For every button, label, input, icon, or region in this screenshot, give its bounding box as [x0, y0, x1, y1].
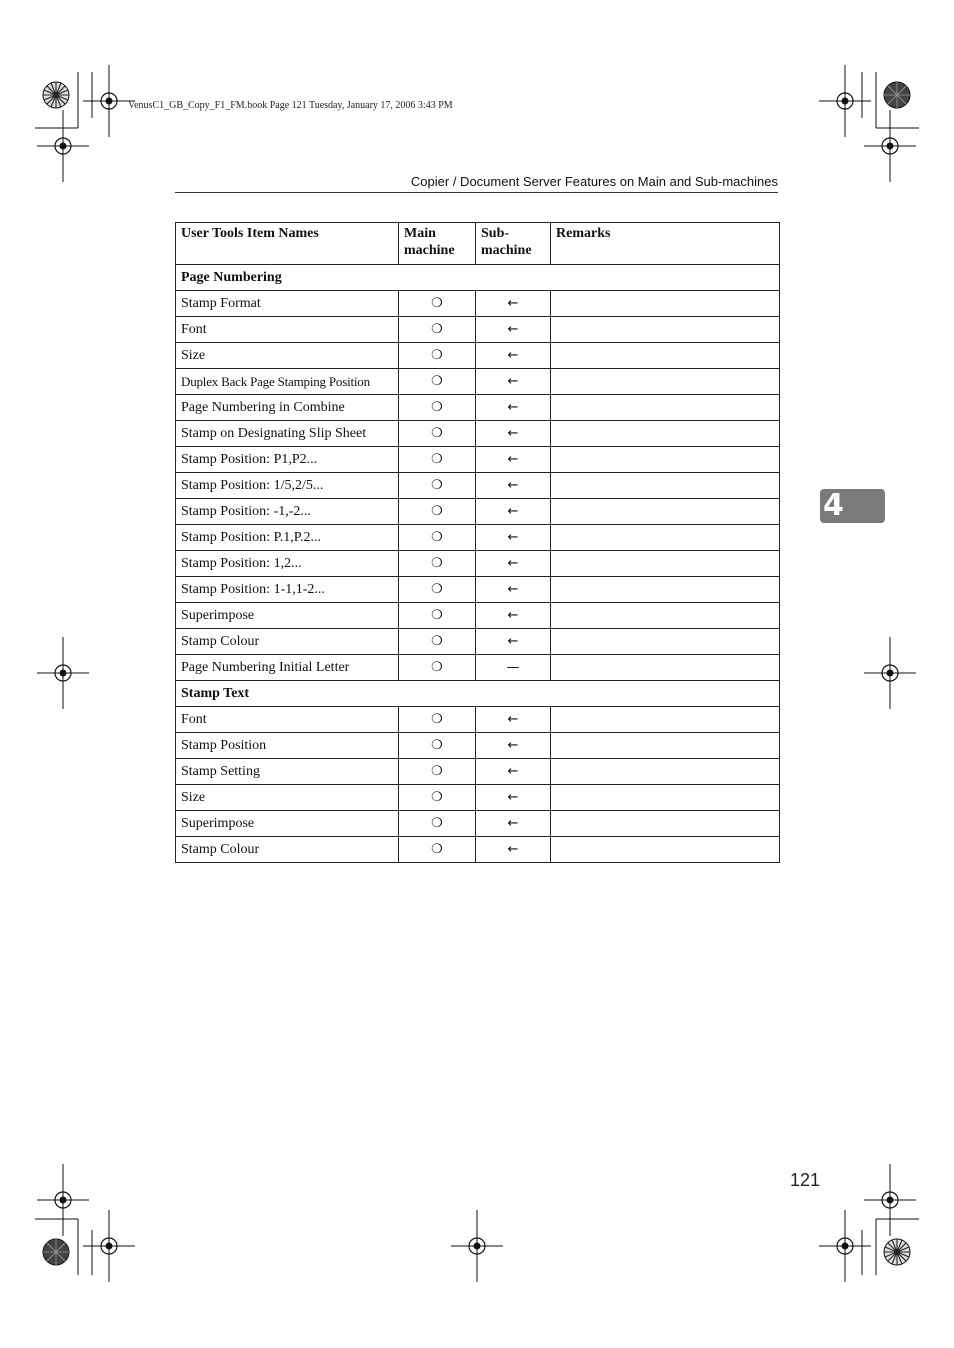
item-name-cell: Size [176, 343, 399, 369]
sub-machine-cell: ← [476, 785, 551, 811]
item-name-cell: Stamp Position: 1-1,1-2... [176, 577, 399, 603]
remarks-cell [551, 551, 780, 577]
table-row [176, 447, 780, 473]
section-row [176, 681, 780, 707]
table-row [176, 577, 780, 603]
remarks-cell [551, 629, 780, 655]
sub-machine-cell: ← [476, 733, 551, 759]
sub-machine-cell: ← [476, 759, 551, 785]
header-sub-machine: Sub- machine [476, 223, 551, 265]
item-name-cell: Stamp Position: 1/5,2/5... [176, 473, 399, 499]
table-row [176, 603, 780, 629]
sub-machine-cell: ← [476, 447, 551, 473]
sub-machine-cell: ← [476, 837, 551, 863]
item-name-cell: Font [176, 317, 399, 343]
sub-machine-cell: ← [476, 421, 551, 447]
remarks-cell [551, 733, 780, 759]
remarks-cell [551, 473, 780, 499]
main-machine-cell: ❍ [399, 473, 476, 499]
item-name-cell: Superimpose [176, 603, 399, 629]
table-row [176, 291, 780, 317]
item-name-cell: Stamp Position: 1,2... [176, 551, 399, 577]
main-machine-cell: ❍ [399, 291, 476, 317]
table-row [176, 785, 780, 811]
main-machine-cell: ❍ [399, 837, 476, 863]
sub-machine-cell: ← [476, 369, 551, 395]
remarks-cell [551, 837, 780, 863]
table-row [176, 499, 780, 525]
table-row [176, 369, 780, 395]
table-row [176, 837, 780, 863]
sub-machine-cell: ← [476, 317, 551, 343]
remarks-cell [551, 785, 780, 811]
main-machine-cell: ❍ [399, 551, 476, 577]
header-main-machine: Main machine [399, 223, 476, 265]
sub-machine-cell: ← [476, 603, 551, 629]
sub-machine-cell: ← [476, 395, 551, 421]
sub-machine-cell: ← [476, 551, 551, 577]
sub-machine-cell: ← [476, 707, 551, 733]
sub-machine-cell: — [476, 655, 551, 681]
item-name-cell: Stamp Position [176, 733, 399, 759]
page-number: 121 [790, 1170, 821, 1190]
item-name-cell: Size [176, 785, 399, 811]
table-row [176, 655, 780, 681]
item-name-cell: Stamp Position: P1,P2... [176, 447, 399, 473]
table-row [176, 473, 780, 499]
main-machine-cell: ❍ [399, 733, 476, 759]
remarks-cell [551, 759, 780, 785]
chapter-tab: 4 [820, 489, 885, 523]
section-row [176, 265, 780, 291]
header-remarks: Remarks [551, 223, 780, 265]
main-machine-cell: ❍ [399, 395, 476, 421]
remarks-cell [551, 577, 780, 603]
main-machine-cell: ❍ [399, 577, 476, 603]
header-item-names: User Tools Item Names [176, 223, 399, 265]
remarks-cell [551, 811, 780, 837]
item-name-cell: Duplex Back Page Stamping Position [176, 369, 399, 395]
item-name-cell: Stamp Setting [176, 759, 399, 785]
remarks-cell [551, 291, 780, 317]
main-machine-cell: ❍ [399, 343, 476, 369]
table-header-row [176, 223, 780, 265]
sub-machine-cell: ← [476, 629, 551, 655]
item-name-cell: Page Numbering Initial Letter [176, 655, 399, 681]
remarks-cell [551, 525, 780, 551]
main-machine-cell: ❍ [399, 785, 476, 811]
table-row [176, 707, 780, 733]
main-machine-cell: ❍ [399, 525, 476, 551]
table-row [176, 395, 780, 421]
sub-machine-cell: ← [476, 473, 551, 499]
remarks-cell [551, 369, 780, 395]
remarks-cell [551, 395, 780, 421]
main-machine-cell: ❍ [399, 759, 476, 785]
table-row [176, 525, 780, 551]
table-row [176, 811, 780, 837]
table-row [176, 421, 780, 447]
sub-machine-cell: ← [476, 499, 551, 525]
main-machine-cell: ❍ [399, 811, 476, 837]
sub-machine-cell: ← [476, 525, 551, 551]
header-rule [175, 192, 778, 193]
remarks-cell [551, 655, 780, 681]
sub-machine-cell: ← [476, 343, 551, 369]
sub-machine-cell: ← [476, 577, 551, 603]
remarks-cell [551, 317, 780, 343]
main-machine-cell: ❍ [399, 317, 476, 343]
main-machine-cell: ❍ [399, 707, 476, 733]
table-body [176, 265, 780, 863]
user-tools-table [175, 222, 780, 863]
table-row [176, 629, 780, 655]
item-name-cell: Stamp Position: -1,-2... [176, 499, 399, 525]
remarks-cell [551, 499, 780, 525]
main-machine-cell: ❍ [399, 499, 476, 525]
table-row [176, 733, 780, 759]
main-machine-cell: ❍ [399, 603, 476, 629]
item-name-cell: Stamp Colour [176, 629, 399, 655]
item-name-cell: Stamp Format [176, 291, 399, 317]
main-machine-cell: ❍ [399, 655, 476, 681]
table-row [176, 317, 780, 343]
sub-machine-cell: ← [476, 811, 551, 837]
item-name-cell: Page Numbering in Combine [176, 395, 399, 421]
item-name-cell: Stamp Colour [176, 837, 399, 863]
main-machine-cell: ❍ [399, 369, 476, 395]
item-name-cell: Font [176, 707, 399, 733]
table-row [176, 551, 780, 577]
item-name-cell: Stamp Position: P.1,P.2... [176, 525, 399, 551]
main-machine-cell: ❍ [399, 421, 476, 447]
section-title: Stamp Text [176, 681, 780, 707]
main-machine-cell: ❍ [399, 447, 476, 473]
remarks-cell [551, 603, 780, 629]
remarks-cell [551, 421, 780, 447]
table-row [176, 759, 780, 785]
print-info: VenusC1_GB_Copy_F1_FM.book Page 121 Tuesday, January 17, 2006 3:43 PM [128, 100, 453, 111]
section-title: Page Numbering [176, 265, 780, 291]
item-name-cell: Superimpose [176, 811, 399, 837]
remarks-cell [551, 707, 780, 733]
item-name-cell: Stamp on Designating Slip Sheet [176, 421, 399, 447]
running-header: Copier / Document Server Features on Main and Sub-machines [410, 174, 778, 189]
sub-machine-cell: ← [476, 291, 551, 317]
main-machine-cell: ❍ [399, 629, 476, 655]
remarks-cell [551, 343, 780, 369]
table-row [176, 343, 780, 369]
remarks-cell [551, 447, 780, 473]
